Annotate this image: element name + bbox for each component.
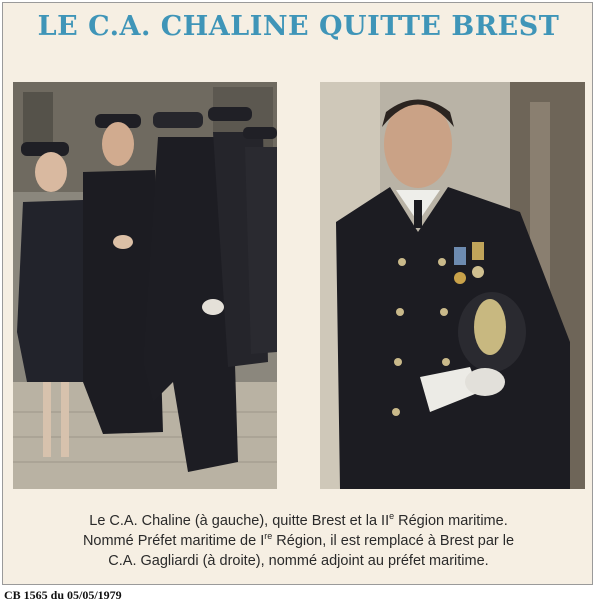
article-headline: LE C.A. CHALINE QUITTE BREST (37, 11, 560, 42)
source-credit: CB 1565 du 05/05/1979 (4, 588, 122, 602)
photo-portrait (320, 82, 585, 489)
photo-handshake (13, 82, 277, 489)
clipping-frame (2, 2, 593, 585)
caption-line-3: C.A. Gagliardi (à droite), nommé adjoint au préfet maritime. (108, 553, 489, 569)
caption-line-2: Nommé Préfet maritime de Ire Région, il est remplacé à Brest par le (82, 531, 515, 549)
caption-line-1: Le C.A. Chaline (à gauche), quitte Brest et la IIe Région maritime. (89, 511, 508, 529)
photo-caption (13, 511, 584, 571)
